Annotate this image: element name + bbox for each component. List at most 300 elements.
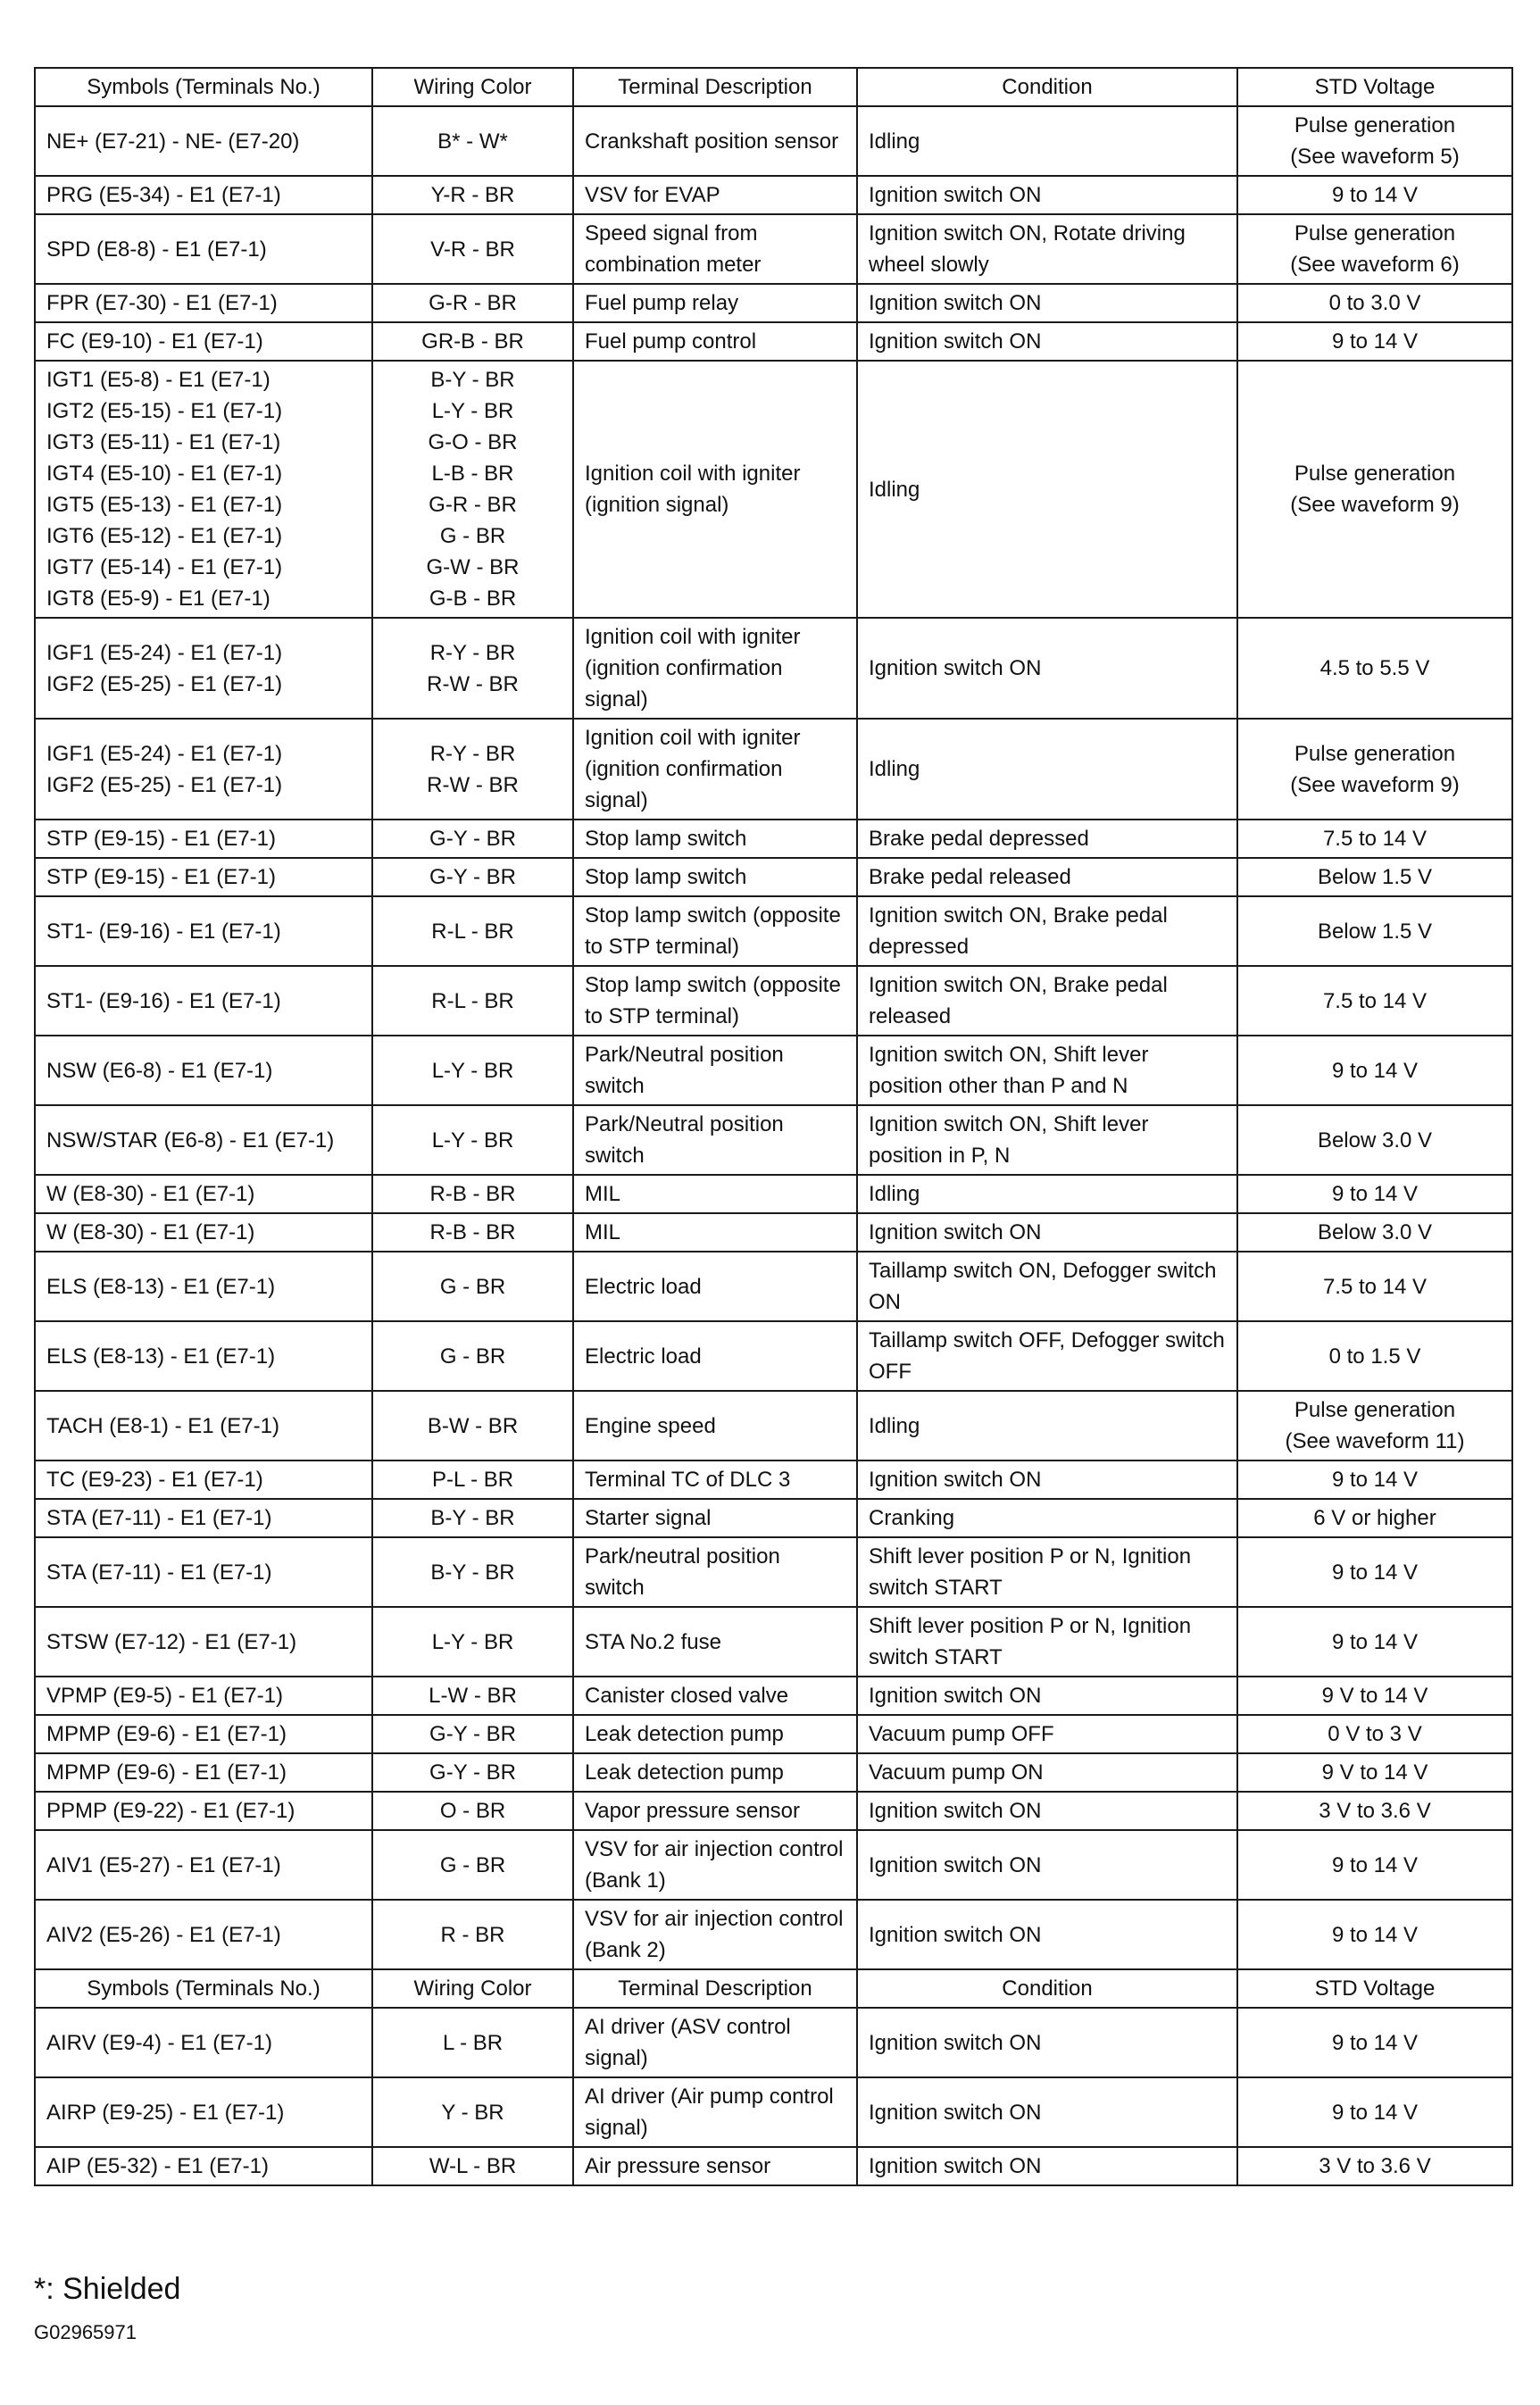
std-voltage-cell-line: (See waveform 11) xyxy=(1285,1429,1465,1453)
std-voltage-cell xyxy=(1237,2008,1512,2077)
std-voltage-cell-line: 9 to 14 V xyxy=(1331,1852,1419,1877)
symbols-cell xyxy=(35,1175,372,1213)
repeat-header-symbols: Symbols (Terminals No.) xyxy=(35,1969,372,2008)
wiring-color-cell-line: B-Y - BR xyxy=(430,1506,515,1530)
symbols-cell-line: ST1- (E9-16) - E1 (E7-1) xyxy=(46,988,281,1013)
symbols-cell-line: W (E8-30) - E1 (E7-1) xyxy=(46,1182,255,1206)
symbols-cell-line: IGT7 (E5-14) - E1 (E7-1) xyxy=(46,555,283,579)
symbols-cell-line: IGT3 (E5-11) - E1 (E7-1) xyxy=(46,430,281,454)
wiring-color-cell-line: R-Y - BR xyxy=(429,640,516,665)
symbols-cell xyxy=(35,1252,372,1321)
condition-cell-text: Ignition switch ON xyxy=(869,1852,1042,1877)
wiring-color-cell xyxy=(372,361,573,618)
wiring-color-cell xyxy=(372,1213,573,1252)
table-row xyxy=(35,1460,1512,1499)
table-row xyxy=(35,1753,1512,1792)
wiring-color-cell xyxy=(372,2008,573,2077)
condition-cell-text: Ignition switch ON xyxy=(869,1922,1042,1947)
condition-cell xyxy=(857,361,1237,618)
wiring-color-cell-line: G-B - BR xyxy=(429,587,517,611)
condition-cell xyxy=(857,1460,1237,1499)
std-voltage-cell xyxy=(1237,1753,1512,1792)
symbols-cell-line: IGF1 (E5-24) - E1 (E7-1) xyxy=(46,640,283,665)
wiring-color-cell-line: W-L - BR xyxy=(429,2154,517,2178)
table-row xyxy=(35,1105,1512,1175)
table-row xyxy=(35,2077,1512,2147)
condition-cell-text: Taillamp switch ON, Defogger switch ON xyxy=(869,1259,1217,1314)
std-voltage-cell-line: (See waveform 9) xyxy=(1290,772,1460,797)
wiring-color-cell-line: G - BR xyxy=(439,1274,506,1299)
std-voltage-cell-line: 3 V to 3.6 V xyxy=(1319,2154,1431,2178)
std-voltage-cell-line: 7.5 to 14 V xyxy=(1322,1274,1428,1299)
std-voltage-cell-line: 9 to 14 V xyxy=(1331,2030,1419,2055)
std-voltage-cell-line: 0 V to 3 V xyxy=(1328,1722,1422,1746)
std-voltage-cell xyxy=(1237,896,1512,966)
table-row xyxy=(35,858,1512,896)
wiring-color-cell xyxy=(372,618,573,719)
wiring-color-cell-line: L-Y - BR xyxy=(431,1128,514,1153)
table-row xyxy=(35,1175,1512,1213)
table-body xyxy=(35,68,1512,2185)
shielded-footnote: *: Shielded xyxy=(34,2272,181,2306)
symbols-cell-line: NSW/STAR (E6-8) - E1 (E7-1) xyxy=(46,1128,335,1153)
std-voltage-cell xyxy=(1237,1105,1512,1175)
condition-cell xyxy=(857,2077,1237,2147)
terminal-description-cell-text: Starter signal xyxy=(585,1506,712,1530)
condition-cell-text: Ignition switch ON xyxy=(869,2030,1042,2055)
symbols-cell xyxy=(35,214,372,284)
condition-cell-text: Ignition switch ON, Brake pedal depressed xyxy=(869,903,1168,959)
table-row xyxy=(35,1391,1512,1460)
symbols-cell xyxy=(35,1036,372,1105)
table-row xyxy=(35,966,1512,1036)
std-voltage-cell-line: Pulse generation xyxy=(1294,1398,1456,1422)
terminal-description-cell xyxy=(573,1391,857,1460)
condition-cell-text: Idling xyxy=(869,1182,920,1206)
table-row xyxy=(35,284,1512,322)
terminal-description-cell-text: Park/Neutral position switch xyxy=(585,1112,784,1168)
terminal-description-cell-text: Stop lamp switch (opposite to STP terminal) xyxy=(585,903,841,959)
condition-cell-text: Cranking xyxy=(869,1506,955,1530)
symbols-cell-line: STP (E9-15) - E1 (E7-1) xyxy=(46,827,276,851)
table-row xyxy=(35,1792,1512,1830)
table-row xyxy=(35,361,1512,618)
condition-cell-text: Ignition switch ON xyxy=(869,1220,1042,1244)
condition-cell xyxy=(857,820,1237,858)
symbols-cell-line: AIRP (E9-25) - E1 (E7-1) xyxy=(46,2100,285,2125)
symbols-cell-line: IGF2 (E5-25) - E1 (E7-1) xyxy=(46,671,283,696)
std-voltage-cell xyxy=(1237,1321,1512,1391)
condition-cell xyxy=(857,1036,1237,1105)
std-voltage-cell xyxy=(1237,106,1512,176)
symbols-cell-line: IGF1 (E5-24) - E1 (E7-1) xyxy=(46,741,283,766)
table-row xyxy=(35,1607,1512,1677)
repeat-header-voltage: STD Voltage xyxy=(1237,1969,1512,2008)
wiring-color-cell-line: O - BR xyxy=(439,1799,506,1823)
symbols-cell-line: TACH (E8-1) - E1 (E7-1) xyxy=(46,1413,279,1438)
wiring-color-cell xyxy=(372,1537,573,1607)
symbols-cell xyxy=(35,361,372,618)
std-voltage-cell xyxy=(1237,1537,1512,1607)
wiring-color-cell xyxy=(372,820,573,858)
terminal-description-cell-text: Leak detection pump xyxy=(585,1760,784,1785)
wiring-color-cell xyxy=(372,1677,573,1715)
symbols-cell-line: IGT2 (E5-15) - E1 (E7-1) xyxy=(46,399,283,423)
std-voltage-cell-line: (See waveform 6) xyxy=(1290,253,1460,277)
symbols-cell xyxy=(35,2008,372,2077)
repeat-header-description: Terminal Description xyxy=(573,1969,857,2008)
symbols-cell xyxy=(35,618,372,719)
wiring-color-cell-line: L-Y - BR xyxy=(431,1629,514,1654)
std-voltage-cell-line: 9 to 14 V xyxy=(1331,1629,1419,1654)
table-row xyxy=(35,719,1512,820)
wiring-color-cell-line: R-L - BR xyxy=(431,988,514,1013)
symbols-cell-line: STSW (E7-12) - E1 (E7-1) xyxy=(46,1629,297,1654)
symbols-cell-line: NSW (E6-8) - E1 (E7-1) xyxy=(46,1058,273,1083)
condition-cell-text: Ignition switch ON xyxy=(869,1799,1042,1823)
terminal-description-cell xyxy=(573,1677,857,1715)
symbols-cell-line: AIRV (E9-4) - E1 (E7-1) xyxy=(46,2030,272,2055)
terminal-description-cell xyxy=(573,1460,857,1499)
wiring-color-cell xyxy=(372,1715,573,1753)
wiring-color-cell xyxy=(372,1391,573,1460)
terminal-description-cell-text: Canister closed valve xyxy=(585,1684,789,1708)
terminal-description-cell xyxy=(573,896,857,966)
terminal-description-cell-text: Terminal TC of DLC 3 xyxy=(585,1468,791,1492)
condition-cell-text: Ignition switch ON, Shift lever position in P, N xyxy=(869,1112,1149,1168)
std-voltage-cell xyxy=(1237,214,1512,284)
condition-cell xyxy=(857,719,1237,820)
symbols-cell-line: TC (E9-23) - E1 (E7-1) xyxy=(46,1468,263,1492)
symbols-cell-line: ST1- (E9-16) - E1 (E7-1) xyxy=(46,919,281,944)
std-voltage-cell-line: Below 3.0 V xyxy=(1317,1220,1433,1244)
wiring-color-cell-line: G-R - BR xyxy=(429,291,517,315)
symbols-cell-line: PRG (E5-34) - E1 (E7-1) xyxy=(46,183,281,207)
std-voltage-cell xyxy=(1237,1175,1512,1213)
std-voltage-cell-line: 9 V to 14 V xyxy=(1321,1684,1428,1708)
wiring-color-cell xyxy=(372,1499,573,1537)
table-row xyxy=(35,618,1512,719)
condition-cell xyxy=(857,896,1237,966)
wiring-color-cell-line: P-L - BR xyxy=(431,1468,514,1492)
condition-cell xyxy=(857,1607,1237,1677)
symbols-cell xyxy=(35,1753,372,1792)
wiring-color-cell-line: L-Y - BR xyxy=(431,399,514,423)
symbols-cell xyxy=(35,858,372,896)
condition-cell xyxy=(857,1499,1237,1537)
condition-cell-text: Ignition switch ON, Shift lever position other than P and N xyxy=(869,1043,1149,1098)
wiring-color-cell-line: G-Y - BR xyxy=(429,865,516,889)
header-wiring-color: Wiring Color xyxy=(372,68,573,106)
condition-cell-text: Ignition switch ON, Brake pedal released xyxy=(869,973,1168,1028)
symbols-cell xyxy=(35,1715,372,1753)
header-std-voltage: STD Voltage xyxy=(1237,68,1512,106)
wiring-color-cell-line: R-W - BR xyxy=(427,671,519,696)
terminal-description-cell xyxy=(573,1830,857,1900)
symbols-cell-line: NE+ (E7-21) - NE- (E7-20) xyxy=(46,129,300,154)
condition-cell xyxy=(857,214,1237,284)
terminal-description-cell xyxy=(573,1753,857,1792)
condition-cell-text: Idling xyxy=(869,129,920,154)
terminal-description-cell xyxy=(573,1900,857,1969)
wiring-color-cell xyxy=(372,719,573,820)
condition-cell-text: Ignition switch ON xyxy=(869,183,1042,207)
wiring-color-cell xyxy=(372,322,573,361)
symbols-cell-line: SPD (E8-8) - E1 (E7-1) xyxy=(46,237,267,262)
terminal-description-cell-text: Vapor pressure sensor xyxy=(585,1799,801,1823)
header-terminal-description: Terminal Description xyxy=(573,68,857,106)
terminal-description-cell xyxy=(573,2008,857,2077)
symbols-cell xyxy=(35,1607,372,1677)
terminal-description-cell-text: Electric load xyxy=(585,1344,702,1369)
condition-cell xyxy=(857,1537,1237,1607)
terminal-description-cell xyxy=(573,719,857,820)
condition-cell-text: Brake pedal depressed xyxy=(869,827,1089,851)
std-voltage-cell-line: 0 to 3.0 V xyxy=(1328,291,1421,315)
std-voltage-cell xyxy=(1237,361,1512,618)
terminal-description-cell-text: Stop lamp switch (opposite to STP terminal) xyxy=(585,973,841,1028)
wiring-color-cell-line: Y-R - BR xyxy=(430,183,515,207)
std-voltage-cell xyxy=(1237,1036,1512,1105)
symbols-cell xyxy=(35,322,372,361)
header-condition: Condition xyxy=(857,68,1237,106)
wiring-color-cell xyxy=(372,2147,573,2185)
wiring-color-cell xyxy=(372,1607,573,1677)
std-voltage-cell xyxy=(1237,719,1512,820)
symbols-cell-line: AIV1 (E5-27) - E1 (E7-1) xyxy=(46,1852,281,1877)
terminal-description-cell xyxy=(573,322,857,361)
symbols-cell-line: AIV2 (E5-26) - E1 (E7-1) xyxy=(46,1922,281,1947)
terminal-description-cell xyxy=(573,1499,857,1537)
std-voltage-cell-line: 7.5 to 14 V xyxy=(1322,827,1428,851)
symbols-cell xyxy=(35,966,372,1036)
wiring-color-cell-line: R-L - BR xyxy=(431,919,514,944)
table-row xyxy=(35,1830,1512,1900)
std-voltage-cell xyxy=(1237,1252,1512,1321)
terminal-description-cell-text: AI driver (ASV control signal) xyxy=(585,2015,791,2070)
wiring-color-cell xyxy=(372,1105,573,1175)
terminal-description-cell-text: Park/neutral position switch xyxy=(585,1544,780,1600)
terminal-description-cell-text: Crankshaft position sensor xyxy=(585,129,839,154)
condition-cell xyxy=(857,2147,1237,2185)
condition-cell-text: Idling xyxy=(869,1413,920,1438)
std-voltage-cell-line: 9 to 14 V xyxy=(1331,329,1419,354)
symbols-cell xyxy=(35,106,372,176)
wiring-color-cell-line: G-O - BR xyxy=(428,430,518,454)
symbols-cell xyxy=(35,896,372,966)
symbols-cell-line: PPMP (E9-22) - E1 (E7-1) xyxy=(46,1799,296,1823)
symbols-cell-line: MPMP (E9-6) - E1 (E7-1) xyxy=(46,1760,287,1785)
condition-cell-text: Ignition switch ON xyxy=(869,291,1042,315)
wiring-color-cell-line: G - BR xyxy=(439,1344,506,1369)
std-voltage-cell-line: 9 to 14 V xyxy=(1331,1182,1419,1206)
terminal-description-cell xyxy=(573,858,857,896)
condition-cell-text: Ignition switch ON, Rotate driving wheel slowly xyxy=(869,221,1186,277)
wiring-color-cell-line: L - BR xyxy=(442,2030,504,2055)
terminal-description-cell-text: Stop lamp switch xyxy=(585,865,747,889)
std-voltage-cell-line: 6 V or higher xyxy=(1313,1506,1436,1530)
symbols-cell xyxy=(35,1677,372,1715)
wiring-color-cell-line: R-Y - BR xyxy=(429,741,516,766)
condition-cell xyxy=(857,1900,1237,1969)
condition-cell-text: Ignition switch ON xyxy=(869,1468,1042,1492)
terminal-description-cell xyxy=(573,1715,857,1753)
symbols-cell xyxy=(35,1391,372,1460)
terminal-description-cell xyxy=(573,214,857,284)
terminal-description-cell xyxy=(573,1252,857,1321)
wiring-color-cell xyxy=(372,1900,573,1969)
wiring-color-cell xyxy=(372,1753,573,1792)
terminal-description-cell xyxy=(573,361,857,618)
terminal-description-cell xyxy=(573,1105,857,1175)
std-voltage-cell-line: 3 V to 3.6 V xyxy=(1319,1799,1431,1823)
table-row xyxy=(35,2008,1512,2077)
symbols-cell xyxy=(35,719,372,820)
terminal-description-cell xyxy=(573,1213,857,1252)
std-voltage-cell xyxy=(1237,1607,1512,1677)
terminal-table-container xyxy=(34,67,1511,2186)
symbols-cell-line: MPMP (E9-6) - E1 (E7-1) xyxy=(46,1722,287,1746)
terminal-description-cell-text: VSV for EVAP xyxy=(585,183,720,207)
condition-cell xyxy=(857,966,1237,1036)
wiring-color-cell-line: G-W - BR xyxy=(426,555,520,579)
condition-cell xyxy=(857,1391,1237,1460)
condition-cell xyxy=(857,1677,1237,1715)
condition-cell xyxy=(857,1715,1237,1753)
condition-cell xyxy=(857,618,1237,719)
wiring-color-cell xyxy=(372,896,573,966)
symbols-cell-line: IGF2 (E5-25) - E1 (E7-1) xyxy=(46,772,283,797)
symbols-cell-line: VPMP (E9-5) - E1 (E7-1) xyxy=(46,1684,283,1708)
terminal-description-cell-text: Park/Neutral position switch xyxy=(585,1043,784,1098)
wiring-color-cell-line: R-B - BR xyxy=(429,1182,516,1206)
table-row xyxy=(35,1715,1512,1753)
condition-cell-text: Brake pedal released xyxy=(869,865,1071,889)
terminal-description-cell xyxy=(573,176,857,214)
std-voltage-cell xyxy=(1237,618,1512,719)
symbols-cell xyxy=(35,284,372,322)
header-symbols: Symbols (Terminals No.) xyxy=(35,68,372,106)
terminal-description-cell xyxy=(573,966,857,1036)
table-row xyxy=(35,896,1512,966)
wiring-color-cell xyxy=(372,284,573,322)
std-voltage-cell-line: Pulse generation xyxy=(1294,113,1456,137)
std-voltage-cell-line: Pulse generation xyxy=(1294,221,1456,245)
terminal-description-cell xyxy=(573,820,857,858)
terminal-description-cell-text: AI driver (Air pump control signal) xyxy=(585,2085,834,2140)
std-voltage-cell-line: (See waveform 5) xyxy=(1290,145,1460,169)
terminal-description-cell xyxy=(573,284,857,322)
terminal-description-cell xyxy=(573,1036,857,1105)
symbols-cell xyxy=(35,1321,372,1391)
symbols-cell-line: ELS (E8-13) - E1 (E7-1) xyxy=(46,1274,276,1299)
condition-cell-text: Shift lever position P or N, Ignition switch START xyxy=(869,1544,1192,1600)
condition-cell xyxy=(857,1213,1237,1252)
wiring-color-cell-line: G-Y - BR xyxy=(429,827,516,851)
table-row xyxy=(35,176,1512,214)
wiring-color-cell-line: R - BR xyxy=(440,1922,505,1947)
terminal-description-cell-text: Stop lamp switch xyxy=(585,827,747,851)
wiring-color-cell xyxy=(372,1175,573,1213)
table-row xyxy=(35,1499,1512,1537)
symbols-cell-line: STA (E7-11) - E1 (E7-1) xyxy=(46,1560,272,1585)
symbols-cell-line: IGT6 (E5-12) - E1 (E7-1) xyxy=(46,524,283,548)
repeat-header-condition: Condition xyxy=(857,1969,1237,2008)
wiring-color-cell-line: G - BR xyxy=(439,524,506,548)
std-voltage-cell-line: 4.5 to 5.5 V xyxy=(1319,656,1430,680)
table-row xyxy=(35,1213,1512,1252)
wiring-color-cell xyxy=(372,1830,573,1900)
terminal-description-cell-text: Electric load xyxy=(585,1274,702,1299)
wiring-color-cell-line: L-W - BR xyxy=(429,1684,517,1708)
std-voltage-cell-line: Below 1.5 V xyxy=(1317,919,1433,944)
wiring-color-cell-line: G-R - BR xyxy=(429,493,517,517)
wiring-color-cell-line: G - BR xyxy=(439,1852,506,1877)
symbols-cell xyxy=(35,1213,372,1252)
terminal-description-cell xyxy=(573,106,857,176)
wiring-color-cell xyxy=(372,1460,573,1499)
condition-cell-text: Ignition switch ON xyxy=(869,1684,1042,1708)
terminal-description-cell xyxy=(573,2147,857,2185)
table-row xyxy=(35,1036,1512,1105)
table-row xyxy=(35,214,1512,284)
wiring-color-cell xyxy=(372,1792,573,1830)
std-voltage-cell-line: 9 to 14 V xyxy=(1331,1468,1419,1492)
std-voltage-cell xyxy=(1237,284,1512,322)
std-voltage-cell-line: 9 to 14 V xyxy=(1331,1560,1419,1585)
std-voltage-cell-line: 9 to 14 V xyxy=(1331,1058,1419,1083)
condition-cell xyxy=(857,858,1237,896)
terminal-description-cell xyxy=(573,1321,857,1391)
symbols-cell xyxy=(35,1537,372,1607)
terminal-description-cell-text: Leak detection pump xyxy=(585,1722,784,1746)
condition-cell-text: Vacuum pump ON xyxy=(869,1760,1044,1785)
terminal-description-cell-text: Engine speed xyxy=(585,1413,716,1438)
std-voltage-cell xyxy=(1237,966,1512,1036)
wiring-color-cell-line: Y - BR xyxy=(441,2100,504,2125)
std-voltage-cell xyxy=(1237,1499,1512,1537)
condition-cell xyxy=(857,1175,1237,1213)
symbols-cell-line: IGT5 (E5-13) - E1 (E7-1) xyxy=(46,493,283,517)
std-voltage-cell-line: Pulse generation xyxy=(1294,462,1456,486)
std-voltage-cell xyxy=(1237,820,1512,858)
terminal-description-cell-text: Fuel pump relay xyxy=(585,291,739,315)
terminal-description-cell xyxy=(573,1792,857,1830)
wiring-color-cell xyxy=(372,858,573,896)
repeat-header-wiring: Wiring Color xyxy=(372,1969,573,2008)
wiring-color-cell xyxy=(372,2077,573,2147)
symbols-cell-line: W (E8-30) - E1 (E7-1) xyxy=(46,1220,255,1244)
table-header-row xyxy=(35,68,1512,106)
wiring-color-cell xyxy=(372,176,573,214)
symbols-cell xyxy=(35,1900,372,1969)
symbols-cell xyxy=(35,2077,372,2147)
symbols-cell xyxy=(35,1792,372,1830)
condition-cell xyxy=(857,1321,1237,1391)
wiring-color-cell xyxy=(372,966,573,1036)
table-row xyxy=(35,1677,1512,1715)
symbols-cell xyxy=(35,1499,372,1537)
wiring-color-cell-line: R-W - BR xyxy=(427,772,519,797)
wiring-color-cell xyxy=(372,1252,573,1321)
condition-cell-text: Ignition switch ON xyxy=(869,2154,1042,2178)
symbols-cell-line: IGT8 (E5-9) - E1 (E7-1) xyxy=(46,587,271,611)
wiring-color-cell-line: B-W - BR xyxy=(427,1413,519,1438)
std-voltage-cell xyxy=(1237,1715,1512,1753)
symbols-cell-line: IGT1 (E5-8) - E1 (E7-1) xyxy=(46,368,271,392)
wiring-color-cell-line: V-R - BR xyxy=(430,237,515,262)
std-voltage-cell-line: (See waveform 9) xyxy=(1290,493,1460,517)
